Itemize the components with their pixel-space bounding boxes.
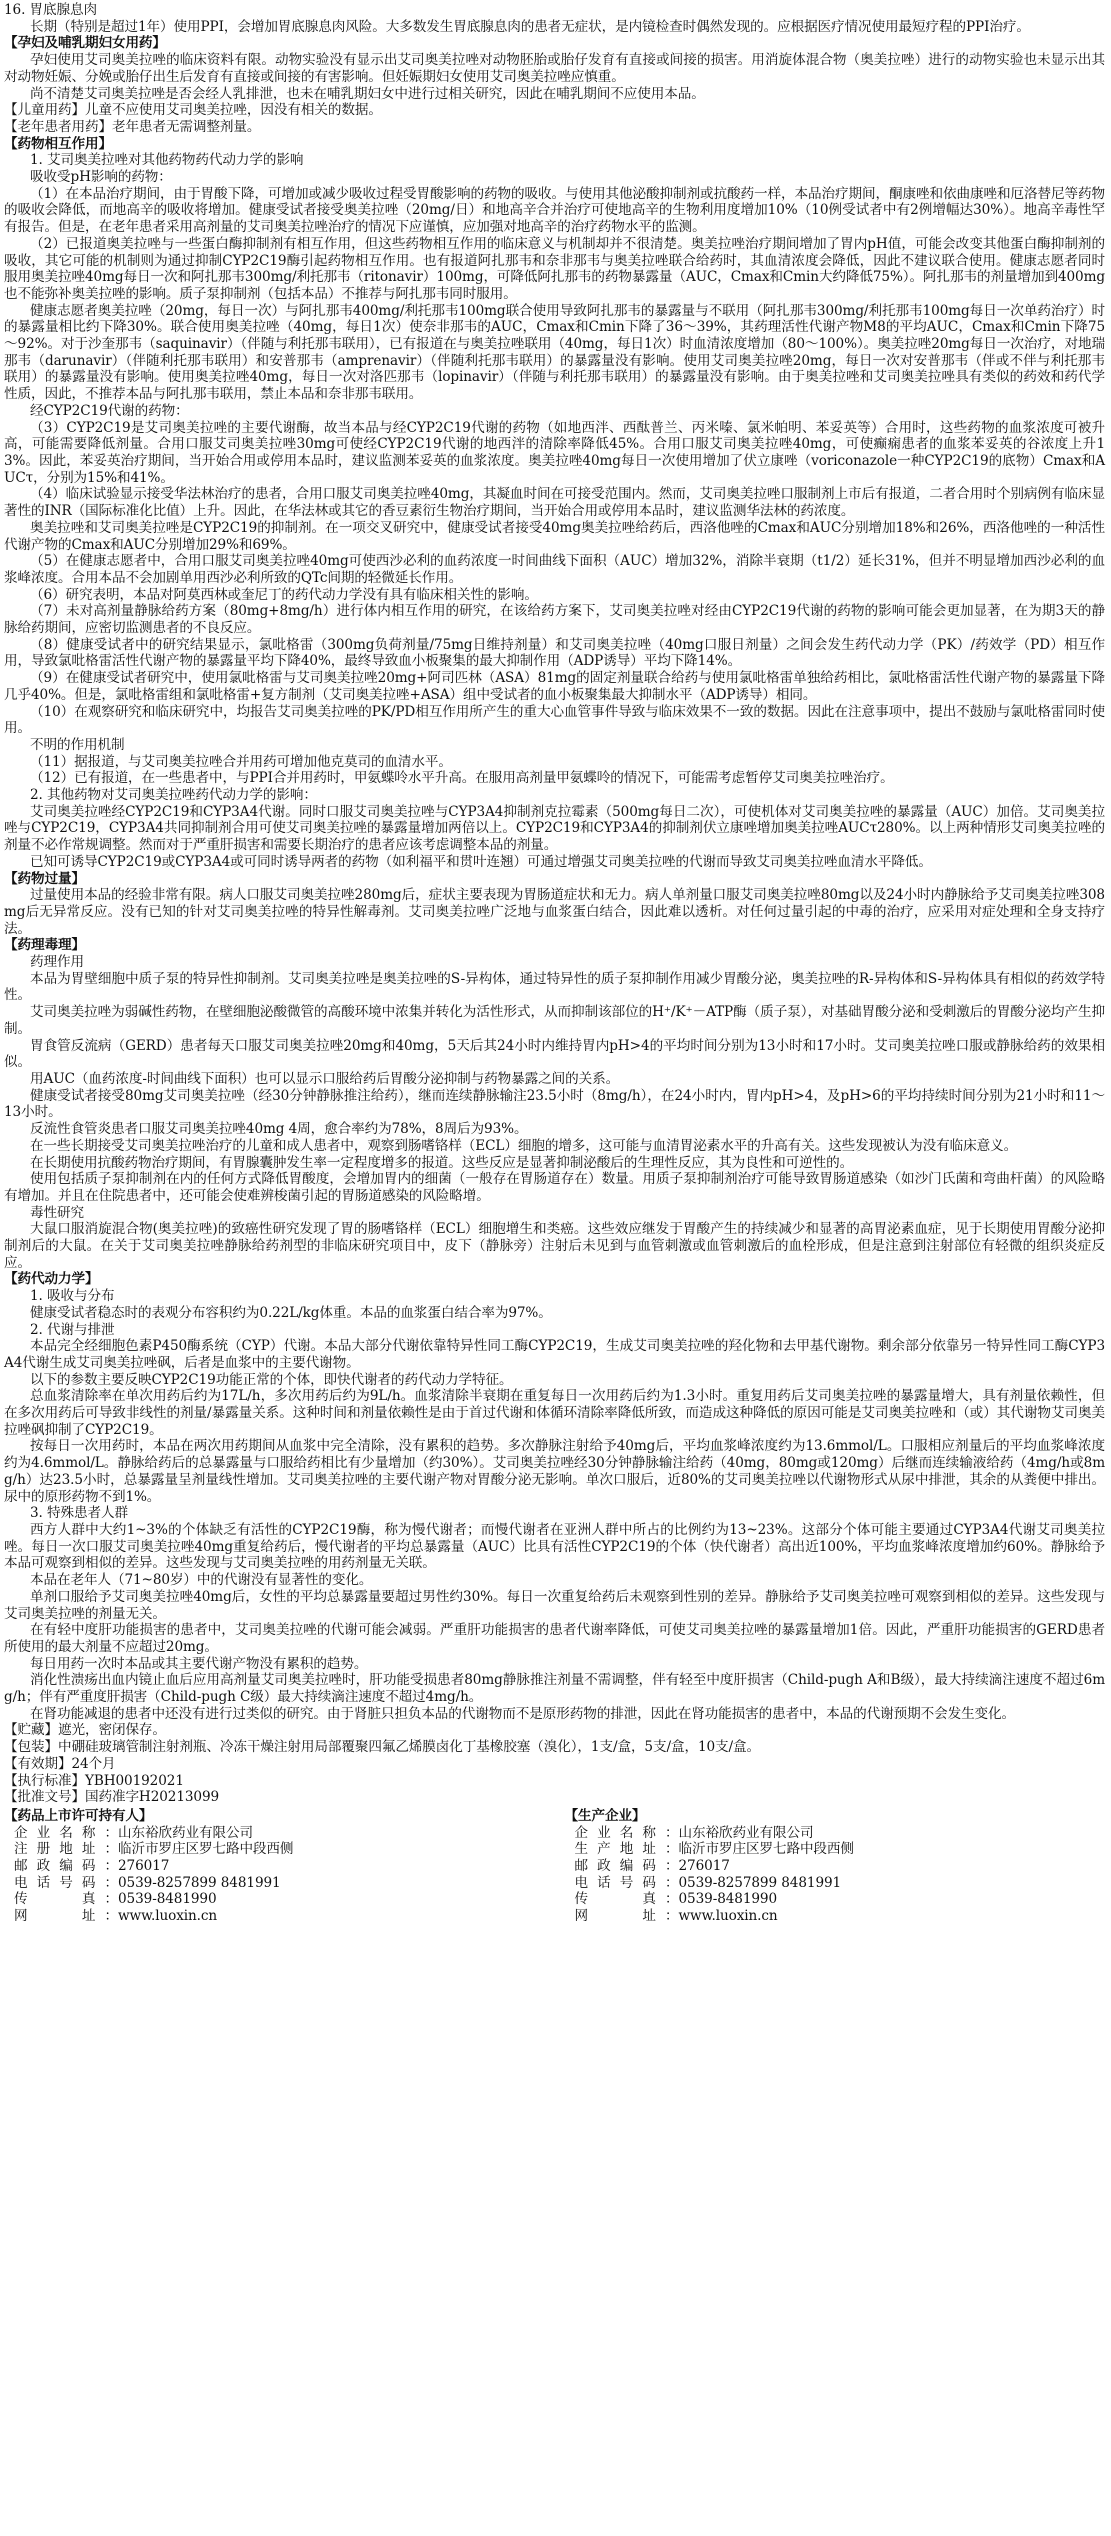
mah-postcode-label: 邮政编码： [14,1858,118,1875]
polyp-text: 长期（特别是超过1年）使用PPI，会增加胃底腺息肉风险。大多数发生胃底腺息肉的患者无症状，是内镜检查时偶然发现的。应根据医疗情况使用最短疗程的PPI治疗。 [30,18,1030,35]
manufacturer-postcode: 276017 [678,1858,730,1875]
pharmacology-para: 反流性食管炎患者口服艾司奥美拉唑40mg 4周，愈合率约为78%，8周后为93%。 [30,1121,528,1138]
pk-para: 单剂口服给予艾司奥美拉唑40mg后，女性的平均总暴露量要超过男性约30%。每日一次重复给药后未观察到性别的差异。静脉给予艾司奥美拉唑可观察到相似的差异。这些发现与艾司奥美拉唑的剂量无关。 [4,1588,1105,1622]
manufacturer-fax-row [575,1891,1106,1908]
mah-company: 山东裕欣药业有限公司 [118,1824,253,1841]
elderly-text: 【老年患者用药】老年患者无需调整剂量。 [4,118,261,135]
manufacturer-phone-label: 电话号码： [574,1874,679,1891]
pk-para: 总血浆清除率在单次用药后约为17L/h，多次用药后约为9L/h。血浆清除半衰期在重复每日一次用药后约为1.3小时。重复用药后艾司奥美拉唑的暴露量增大，具有剂量依赖性，但在多次用药后可导致非线性的剂量/暴露量关系。这种时间和剂量依赖性是由于首过代谢和体循环清除率降低所致，而造成这种降低的原因可能是艾司奥美拉唑和（或）其代谢物艾司奥美拉唑砜抑制了CYP2C19。 [4,1388,1105,1438]
pharmacology-para: 用AUC（血药浓度-时间曲线下面积）也可以显示口服给药后胃酸分泌抑制与药物暴露之间的关系。 [30,1071,620,1087]
manufacturer-web-row [575,1908,1106,1925]
mah-web: www.luoxin.cn [118,1908,218,1925]
interaction-para: （7）未对高剂量静脉给药方案（80mg+8mg/h）进行体内相互作用的研究，在该给药方案下，艾司奥美拉唑对经由CYP2C19代谢的药物的影响可能会更加显著，在为期3天的静脉给药期间，应密切监测患者的不良反应。 [4,603,1105,637]
pharmacology-para: 艾司奥美拉唑为弱碱性药物，在壁细胞泌酸微管的高酸环境中浓集并转化为活性形式，从而抑制该部位的H⁺/K⁺－ATP酶（质子泵），对基础胃酸分泌和受刺激后的胃酸分泌均产生抑制。 [4,1004,1105,1037]
interaction-para: （6）研究表明，本品对阿莫西林或奎尼丁的药代动力学没有具有临床相关性的影响。 [30,586,538,603]
manufacturer-fax-label: 传 真： [574,1891,679,1908]
interaction-para: （4）临床试验显示接受华法林治疗的患者，合用口服艾司奥美拉唑40mg，其凝血时间在可接受范围内。然而，艾司奥美拉唑口服制剂上市后有报道，二者合用时个别病例有临床显著性的INR（国际标准化比值）上升。因此，在华法林或其它的香豆素衍生物治疗期间，当开始合用或停用本品时，建议监测华法林的药浓度。 [4,486,1105,520]
pk-para: 消化性溃疡出血内镜止血后应用高剂量艾司奥美拉唑时，肝功能受损患者80mg静脉推注剂量不需调整，伴有轻至中度肝损害（Child-pugh A和B级），最大持续滴注速度不超过6mg/h；伴有严重度肝损害（Child-pugh C级）最大持续滴注速度不超过4mg/h。 [4,1672,1105,1706]
interaction-para: （12）已有报道，在一些患者中，与PPI合并用药时，甲氨蝶呤水平升高。在服用高剂量甲氨蝶呤的情况下，可能需考虑暂停艾司奥美拉唑治疗。 [30,770,894,787]
interaction-para: （8）健康受试者中的研究结果显示，氯吡格雷（300mg负荷剂量/75mg日维持剂量）和艾司奥美拉唑（40mg口服日剂量）之间会发生药代动力学（PK）/药效学（PD）相互作用，导致氯吡格雷活性代谢产物的暴露量平均下降40%，最终导致血小板聚集的最大抑制作用（ADP诱导）平均下降14%。 [4,636,1105,670]
manufacturer-phone-row [575,1875,1106,1892]
mah-fax-row [14,1891,545,1908]
mah-phone: 0539-8257899 8481991 [118,1874,281,1891]
manufacturer-web-label: 网 址： [574,1908,679,1925]
mah-fax-label: 传 真： [14,1891,118,1908]
pk-para: 在有轻中度肝功能损害的患者中，艾司奥美拉唑的代谢可能会减弱。严重肝功能损害的患者代谢率降低，可使艾司奥美拉唑的暴露量增加1倍。因此，严重肝功能损害的GERD患者所使用的最大剂量不应超过20mg。 [4,1622,1105,1655]
manufacturer-postcode-label: 邮政编码： [574,1858,679,1875]
interaction-para: 奥美拉唑和艾司奥美拉唑是CYP2C19的抑制剂。在一项交叉研究中，健康受试者接受40mg奥美拉唑给药后，西洛他唑的Cmax和AUC分别增加18%和26%，西洛他唑的一种活性代谢产物的Cmax和AUC分别增加29%和69%。 [4,519,1105,553]
pk-para: 在肾功能减退的患者中还没有进行过类似的研究。由于肾脏只担负本品的代谢物而不是原形药物的排泄，因此在肾功能损害的患者中，本品的代谢预期不会发生变化。 [30,1705,1016,1722]
pregnancy-text-2: 尚不清楚艾司奥美拉唑是否会经人乳排泄，也未在哺乳期妇女中进行过相关研究，因此在哺乳期间不应使用本品。 [30,85,705,102]
pk-para: 健康受试者稳态时的表观分布容积约为0.22L/kg体重。本品的血浆蛋白结合率为97%。 [30,1304,552,1321]
interaction-subheading-1: 1. 艾司奥美拉唑对其他药物药代动力学的影响 [30,152,304,169]
pk-para: 本品在老年人（71~80岁）中的代谢没有显著性的变化。 [30,1572,373,1589]
manufacturer-phone: 0539-8257899 8481991 [678,1874,842,1891]
mah-postcode: 276017 [118,1858,170,1875]
manufacturer-fax: 0539-8481990 [678,1891,778,1908]
interaction-para: （3）CYP2C19是艾司奥美拉唑的主要代谢酶，故当本品与经CYP2C19代谢的药物（如地西泮、西酞普兰、丙米嗪、氯米帕明、苯妥英等）合用时，这些药物的血浆浓度可被升高，可能需要降低剂量。合用口服艾司奥美拉唑30mg可使经CYP2C19代谢的地西泮的清除率降低45%。合用口服艾司奥美拉唑40mg，可使癫痫患者的血浆苯妥英的谷浓度上升13%。因此，苯妥英治疗期间，当开始合用或停用本品时，建议监测苯妥英的血浆浓度。奥美拉唑40mg每日一次使用增加了伏立康唑（voriconazole一种CYP2C19的底物）Cmax和AUCτ，分别为15%和41%。 [4,419,1105,486]
pharmacology-subheading: 药理作用 [30,954,84,971]
pregnancy-heading: 【孕妇及哺乳期妇女用药】 [4,35,166,52]
mah-heading: 【药品上市许可持有人】 [4,1807,153,1824]
pregnancy-text-1: 孕妇使用艾司奥美拉唑的临床资料有限。动物实验没有显示出艾司奥美拉唑对动物胚胎或胎仔发育有直接或间接的损害。用消旋体混合物（奥美拉唑）进行的动物实验也未显示出其对动物妊娠、分娩或胎仔出生后发育有直接或间接的有害影响。但妊娠期妇女使用艾司奥美拉唑应慎重。 [4,52,1105,85]
mah-web-row [14,1908,545,1925]
pk-subheading: 3. 特殊患者人群 [30,1505,128,1522]
section-title-polyp: 16. 胃底腺息肉 [4,2,98,18]
interaction-para: 经CYP2C19代谢的药物： [30,402,189,419]
interaction-para: （10）在观察研究和临床研究中，均报告艾司奥美拉唑的PK/PD相互作用所产生的重大心血管事件导致与临床效果不一致的数据。因此在注意事项中，提出不鼓励与氯吡格雷同时使用。 [4,703,1105,737]
interaction-para: （11）据报道，与艾司奥美拉唑合并用药可增加他克莫司的血清水平。 [30,753,452,770]
mah-address: 临沂市罗庄区罗七路中段西侧 [118,1841,294,1858]
manufacturer-company: 山东裕欣药业有限公司 [678,1824,814,1841]
children-text: 【儿童用药】儿童不应使用艾司奥美拉唑，因没有相关的数据。 [4,102,382,119]
pk-para: 西方人群中大约1~3%的个体缺乏有活性的CYP2C19酶，称为慢代谢者；而慢代谢者在亚洲人群中所占的比例约为13~23%。这部分个体可能主要通过CYP3A4代谢艾司奥美拉唑。每日一次口服艾司奥美拉唑40mg重复给药后，慢代谢者的平均总暴露量（AUC）比具有活性CYP2C19的个体（快代谢者）高出近100%，平均血浆峰浓度增加约60%。静脉给予本品可观察到相似的差异。这些发现与艾司奥美拉唑的用药剂量无关联。 [4,1521,1105,1572]
manufacturer-block [565,1808,1106,1925]
interaction-para: （9）在健康受试者研究中，使用氯吡格雷与艾司奥美拉唑20mg+阿司匹林（ASA）81mg的固定剂量联合给药与使用氯吡格雷单独给药相比，氯吡格雷活性代谢产物的暴露量下降几乎40%。但是，氯吡格雷组和氯吡格雷+复方制剂（艾司奥美拉唑+ASA）组中受试者的血小板聚集最大抑制水平（ADP诱导）相同。 [4,670,1105,703]
manufacturer-company-label: 企业名称： [574,1824,679,1841]
toxicology-subheading: 毒性研究 [30,1204,84,1221]
manufacturer-address-label: 生产地址： [574,1841,679,1858]
manufacturer-web: www.luoxin.cn [678,1908,778,1925]
manufacturer-heading: 【生产企业】 [564,1807,646,1824]
pk-para: 按每日一次用药时，本品在两次用药期间从血浆中完全清除，没有累积的趋势。多次静脉注射给予40mg后，平均血浆峰浓度约为13.6mmol/L。口服相应剂量后的平均血浆峰浓度约为4.6mmol/L。静脉给药后的总暴露量与口服给药相比有少量增加（约30%）。艾司奥美拉唑经30分钟静脉输注给药（40mg，80mg或120mg）后继而连续输液给药（4mg/h或8mg/h）达23.5小时，总暴露量呈剂量线性增加。艾司奥美拉唑的主要代谢产物对胃酸分泌无影响。单次口服后，近80%的艾司奥美拉唑以代谢物形式从尿中排泄，其余的从粪便中排出。尿中的原形药物不到1%。 [4,1438,1105,1505]
pharmacokinetics-heading: 【药代动力学】 [4,1271,99,1288]
mah-address-label: 注册地址： [14,1841,118,1858]
interaction-para: 艾司奥美拉唑经CYP2C19和CYP3A4代谢。同时口服艾司奥美拉唑与CYP3A4抑制剂克拉霉素（500mg每日二次），可使机体对艾司奥美拉唑的暴露量（AUC）加倍。艾司奥美拉唑与CYP2C19，CYP3A4共同抑制剂合用可使艾司奥美拉唑的暴露量增加两倍以上。CYP2C19和CYP3A4的抑制剂伏立康唑增加奥美拉唑AUCτ280%。以上两种情形艾司奥美拉唑的剂量不必作常规调整。然而对于严重肝损害和需要长期治疗的患者应该考虑调整本品的剂量。 [4,803,1105,854]
mah-address-row [14,1841,545,1858]
package-text: 【包装】中硼硅玻璃管制注射剂瓶、冷冻干燥注射用局部覆聚四氟乙烯膜卤化丁基橡胶塞（溴化），1支/盒，5支/盒，10支/盒。 [4,1739,760,1756]
mah-block [4,1808,545,1925]
toxicology-text: 大鼠口服消旋混合物(奥美拉唑)的致癌性研究发现了胃的肠嗜铬样（ECL）细胞增生和类癌。这些效应继发于胃酸产生的持续减少和显著的高胃泌素血症，见于长期使用胃酸分泌抑制剂后的大鼠。在关于艾司奥美拉唑静脉给药剂型的非临床研究项目中，皮下（静脉旁）注射后未见到与血管刺激或血管刺激后的血栓形成，但是注意到注射部位有轻微的组织炎症反应。 [4,1221,1105,1271]
interaction-para: （2）已报道奥美拉唑与一些蛋白酶抑制剂有相互作用，但这些药物相互作用的临床意义与机制却并不很清楚。奥美拉唑治疗期间增加了胃内pH值，可能会改变其他蛋白酶抑制剂的吸收，其它可能的机制则为通过抑制CYP2C19酶引起药物相互作用。也有报道阿扎那韦和奈非那韦与奥美拉唑联合给药时，其血清浓度会降低，因此不建议联合使用。健康志愿者同时服用奥美拉唑40mg每日一次和阿扎那韦300mg/利托那韦（ritonavir）100mg，可降低阿扎那韦的药物暴露量（AUC，Cmax和Cmin大约降低75%）。阿扎那韦的剂量增加到400mg也不能弥补奥美拉唑的影响。质子泵抑制剂（包括本品）不推荐与阿扎那韦同时服用。 [4,235,1105,302]
approval-text: 【批准文号】国药准字H20213099 [4,1789,220,1806]
company-info [4,1808,1105,1925]
overdose-text: 过量使用本品的经验非常有限。病人口服艾司奥美拉唑280mg后，症状主要表现为胃肠道症状和无力。病人单剂量口服艾司奥美拉唑80mg以及24小时内静脉给予艾司奥美拉唑308mg后无异常反应。没有已知的针对艾司奥美拉唑的特异性解毒剂。艾司奥美拉唑广泛地与血浆蛋白结合，因此难以透析。对任何过量引起的中毒的治疗，应采用对症处理和全身支持疗法。 [4,887,1105,937]
interaction-subheading-2: 2. 其他药物对艾司奥美拉唑药代动力学的影响： [30,787,317,804]
manufacturer-company-row [575,1825,1106,1842]
mah-company-label: 企业名称： [14,1824,118,1841]
mah-web-label: 网 址： [14,1908,118,1925]
interaction-subheading-1a: 吸收受pH影响的药物： [30,169,172,186]
overdose-heading: 【药物过量】 [4,870,85,887]
mah-fax: 0539-8481990 [118,1891,217,1908]
mah-company-row [14,1825,545,1842]
interaction-para: 健康志愿者奥美拉唑（20mg，每日一次）与阿扎那韦400mg/利托那韦100mg联合使用导致阿扎那韦的暴露量与不联用（阿扎那韦300mg/利托那韦100mg每日一次单药治疗）时的暴露量相比约下降30%。联合使用奥美拉唑（40mg，每日1次）使奈非那韦的AUC，Cmax和Cmin下降了36～39%，其药理活性代谢产物M8的平均AUC，Cmax和Cmin下降75～92%。对于沙奎那韦（saquinavir）（伴随与利托那韦联用），已有报道在与奥美拉唑联用（40mg，每日1次）时血清浓度增加（80～100%）。奥美拉唑20mg每日一次治疗，对地瑞那韦（darunavir）（伴随利托那韦联用）和安普那韦（amprenavir）（伴随利托那韦联用）的暴露量没有影响。使用艾司奥美拉唑20mg，每日一次对安普那韦（伴或不伴与利托那韦联用）的暴露量没有影响。使用奥美拉唑40mg，每日一次对洛匹那韦（lopinavir）（伴随与利托那韦联用）的暴露量没有影响。由于奥美拉唑和艾司奥美拉唑具有类似的药效和药代学性质，因此，不推荐本品与阿扎那韦联用，禁止本品和奈非那韦联用。 [4,302,1105,403]
manufacturer-postcode-row [575,1858,1106,1875]
interaction-para: （1）在本品治疗期间，由于胃酸下降，可增加或减少吸收过程受胃酸影响的药物的吸收。与使用其他泌酸抑制剂或抗酸药一样，本品治疗期间，酮康唑和依曲康唑和厄洛替尼等药物的吸收会降低，而地高辛的吸收将增加。健康受试者接受奥美拉唑（20mg/日）和地高辛合并治疗可使地高辛的生物利用度增加10%（10例受试者中有2例增幅达30%）。地高辛毒性罕有报告。但是，在老年患者采用高剂量的艾司奥美拉唑治疗的情况下应谨慎，应加强对地高辛的治疗药物水平的监测。 [4,185,1105,236]
pk-para: 本品完全经细胞色素P450酶系统（CYP）代谢。本品大部分代谢依靠特异性同工酶CYP2C19，生成艾司奥美拉唑的羟化物和去甲基代谢物。剩余部分依靠另一特异性同工酶CYP3A4代谢生成艾司奥美拉唑砜，后者是血浆中的主要代谢物。 [4,1338,1105,1371]
interaction-para: （5）在健康志愿者中，合用口服艾司奥美拉唑40mg可使西沙必利的血药浓度一时间曲线下面积（AUC）增加32%，消除半衰期（t1/2）延长31%，但并不明显增加西沙必利的血浆峰浓度。合用本品不会加剧单用西沙必利所致的QTc间期的轻微延长作用。 [4,553,1105,586]
pharmacology-para: 使用包括质子泵抑制剂在内的任何方式降低胃酸度，会增加胃内的细菌（一般存在胃肠道存在）数量。用质子泵抑制剂治疗可能导致胃肠道感染（如沙门氏菌和弯曲杆菌）的风险略有增加。并且在住院患者中，还可能会使难辨梭菌引起的胃肠道感染的风险略增。 [4,1171,1105,1204]
mah-postcode-row [14,1858,545,1875]
interaction-para: 已知可诱导CYP2C19或CYP3A4或可同时诱导两者的药物（如利福平和贯叶连翘）可通过增强艾司奥美拉唑的代谢而导致艾司奥美拉唑血清水平降低。 [30,853,932,870]
validity-text: 【有效期】24个月 [4,1755,116,1772]
manufacturer-address-row [575,1841,1106,1858]
pk-subheading: 2. 代谢与排泄 [30,1321,115,1338]
pharmacology-para: 在长期使用抗酸药物治疗期间，有胃腺囊肿发生率一定程度增多的报道。这些反应是显著抑制泌酸后的生理性反应，其为良性和可逆性的。 [30,1154,854,1171]
manufacturer-address: 临沂市罗庄区罗七路中段西侧 [678,1841,854,1858]
interaction-para: 不明的作用机制 [30,736,125,753]
pharmacology-para: 胃食管反流病（GERD）患者每天口服艾司奥美拉唑20mg和40mg，5天后其24小时内维持胃内pH>4的平均时间分别为13小时和17小时。艾司奥美拉唑口服或静脉给药的效果相似。 [4,1037,1105,1071]
standard-text: 【执行标准】YBH00192021 [4,1772,184,1789]
pharmacology-para: 健康受试者接受80mg艾司奥美拉唑（经30分钟静脉推注给药），继而连续静脉输注23.5小时（8mg/h），在24小时内，胃内pH>4，及pH>6的平均持续时间分别为21小时和11～13小时。 [4,1087,1105,1121]
pharmacology-heading: 【药理毒理】 [4,937,85,954]
pharmacology-para: 本品为胃壁细胞中质子泵的特异性抑制剂。艾司奥美拉唑是奥美拉唑的S-异构体，通过特异性的质子泵抑制作用减少胃酸分泌，奥美拉唑的R-异构体和S-异构体具有相似的药效学特性。 [4,970,1105,1004]
pk-para: 每日用药一次时本品或其主要代谢产物没有累积的趋势。 [30,1655,368,1672]
interaction-heading: 【药物相互作用】 [4,135,112,152]
storage-text: 【贮藏】遮光，密闭保存。 [4,1722,166,1739]
pk-para: 以下的参数主要反映CYP2C19功能正常的个体，即快代谢者的药代动力学特征。 [30,1371,513,1388]
mah-phone-label: 电话号码： [14,1874,118,1891]
pk-subheading: 1. 吸收与分布 [30,1288,115,1305]
mah-phone-row [14,1875,545,1892]
pharmacology-para: 在一些长期接受艾司奥美拉唑治疗的儿童和成人患者中，观察到肠嗜铬样（ECL）细胞的增多，这可能与血清胃泌素水平的升高有关。这些发现被认为没有临床意义。 [30,1137,1018,1154]
